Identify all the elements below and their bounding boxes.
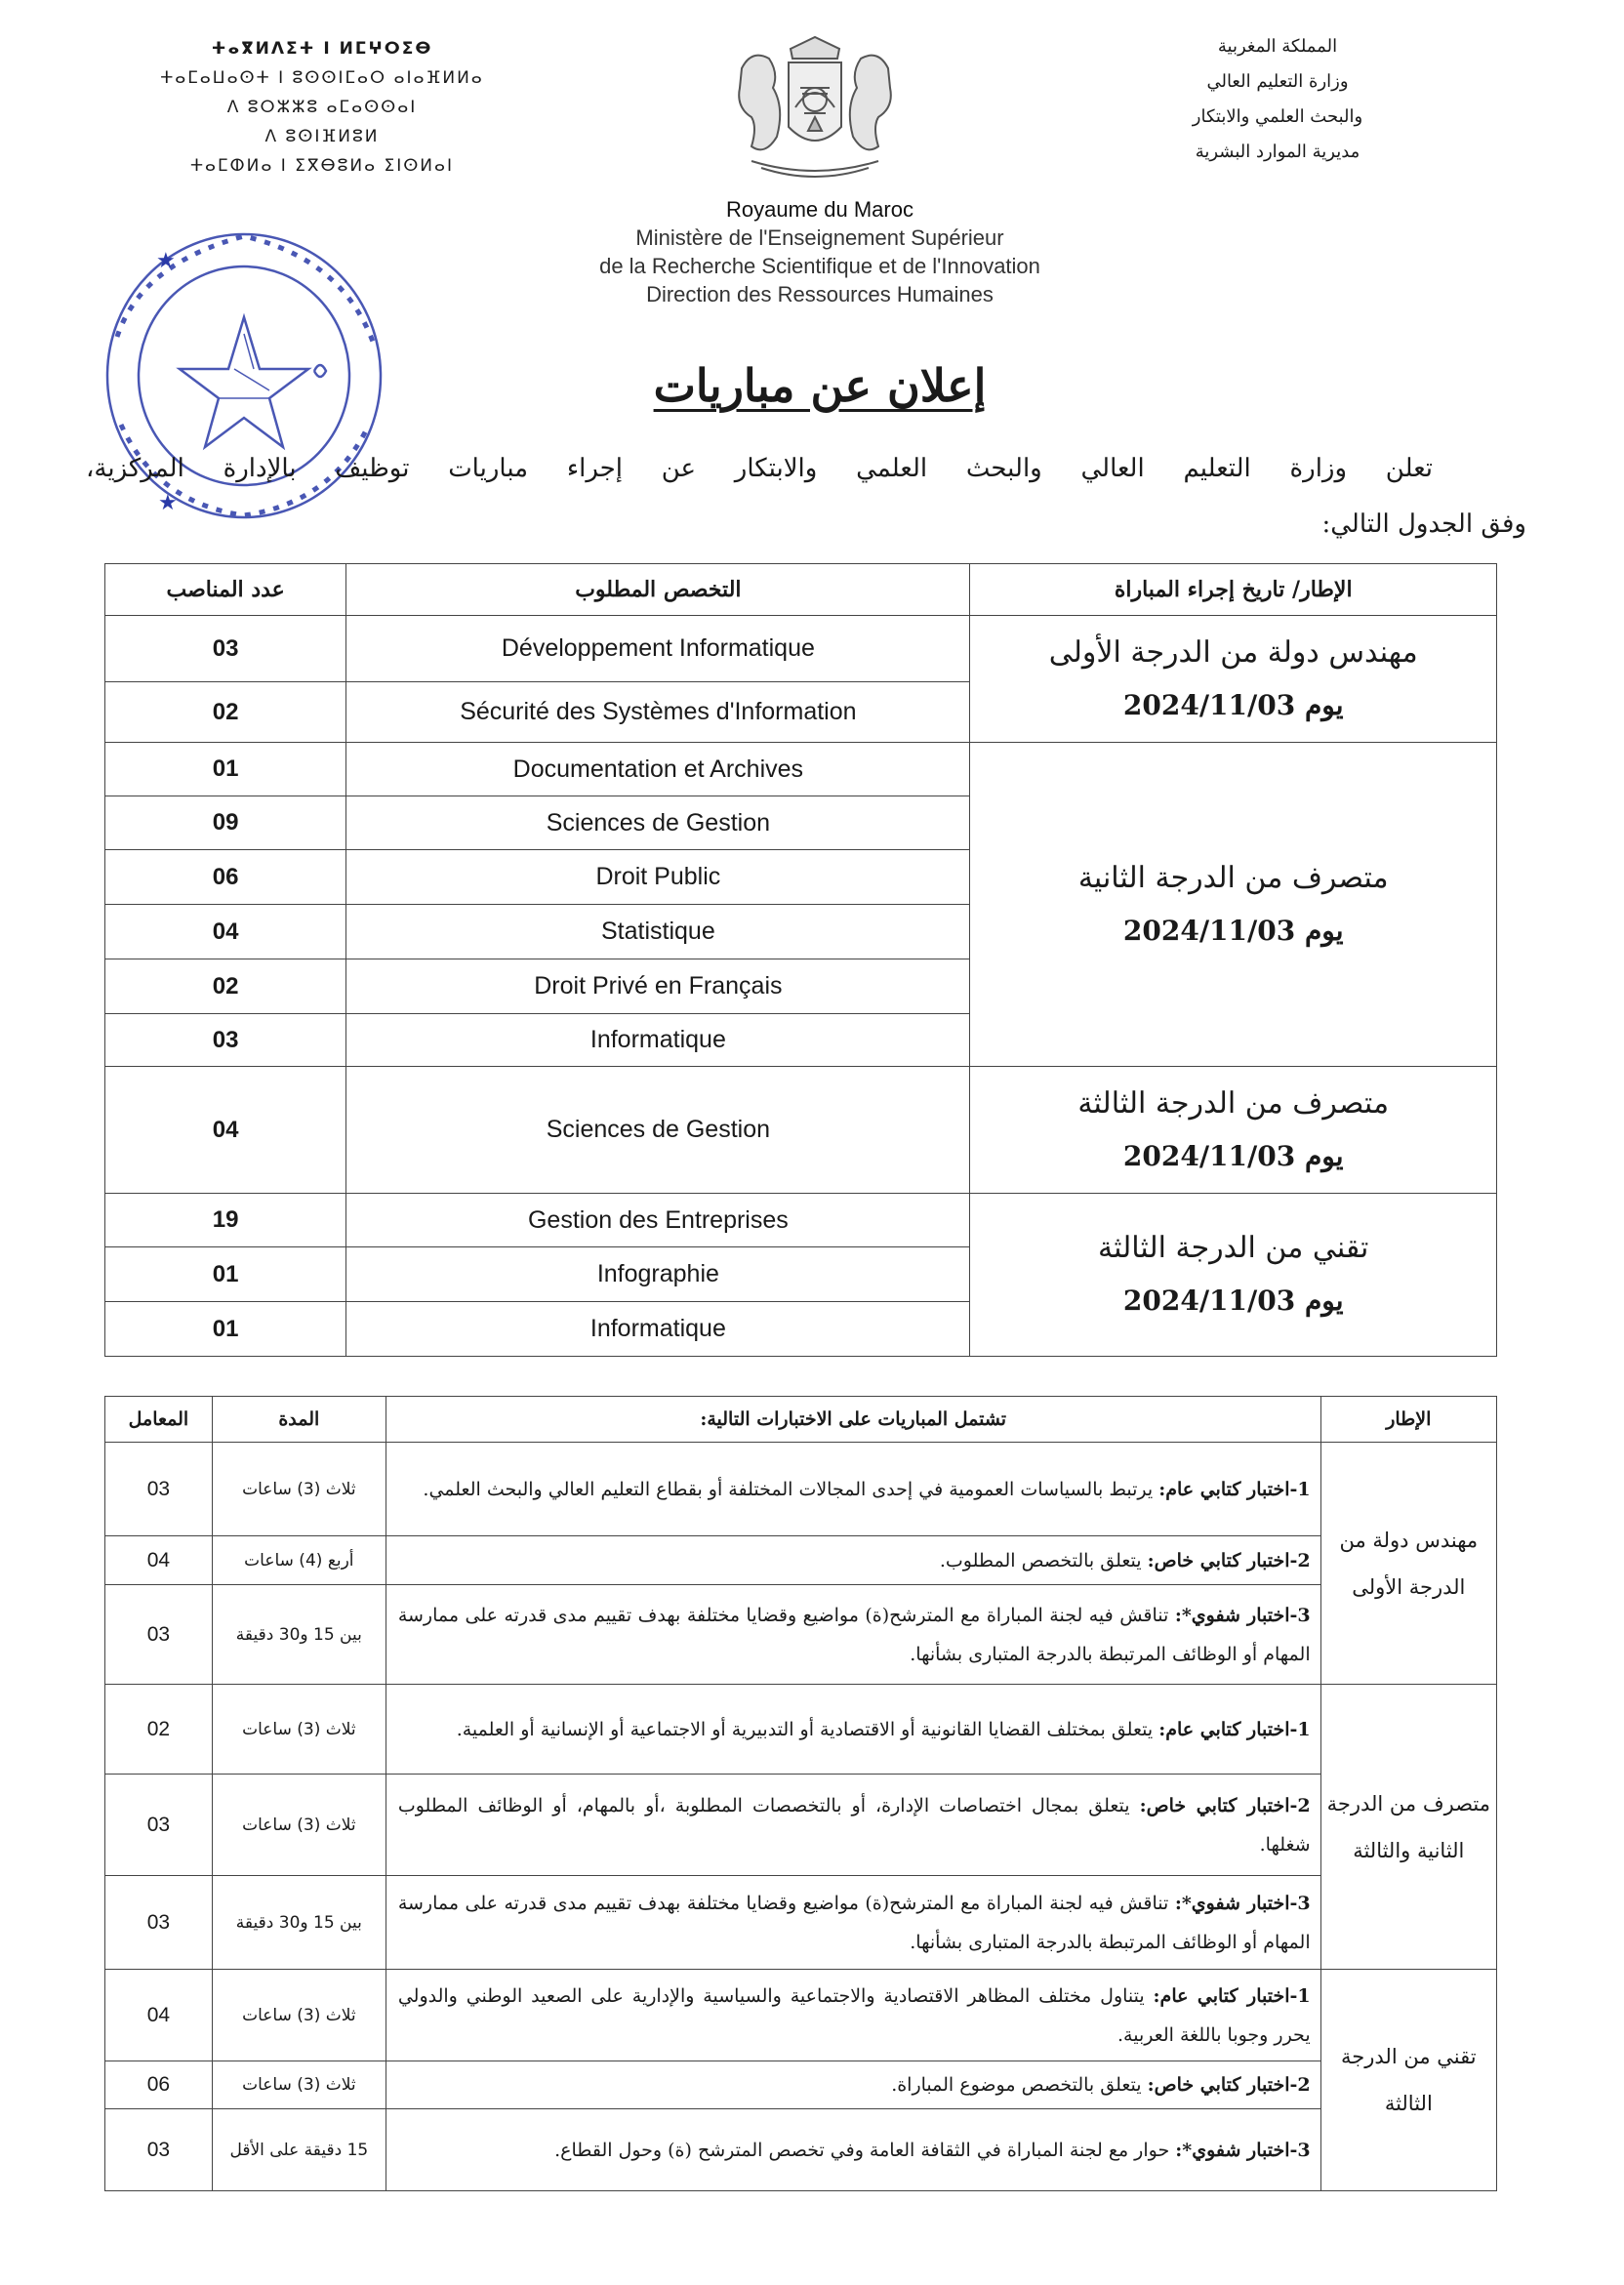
svg-text:★: ★ [158,491,178,515]
grade-name: تقني من الدرجة الثالثة [1098,1231,1369,1265]
test-text: حوار مع لجنة المباراة في الثقافة العامة وفي تخصص المترشح (ة) وحول القطاع. [554,2139,1176,2161]
col-header-grade: الإطار [1320,1397,1496,1443]
coefficient-cell: 02 [105,1685,213,1775]
french-header-line: Ministère de l'Enseignement Supérieur [635,225,1004,250]
count-cell: 03 [105,1014,346,1067]
tests-table [104,1396,1497,2191]
coefficient-cell: 04 [105,1536,213,1585]
coefficient-cell: 06 [105,2061,213,2109]
col-header-count: عدد المناصب [105,564,346,616]
count-cell: 04 [105,905,346,959]
col-header-duration: المدة [212,1397,386,1443]
specialty-cell: Documentation et Archives [346,743,970,796]
table-row [105,1536,1497,1585]
intro-paragraph: تعلن وزارة التعليم العالي والبحث العلمي والابتكار عن إجراء مباريات توظيف بالإدارة المركزية، [86,454,1433,483]
count-cell: 01 [105,743,346,796]
test-text: يرتبط بالسياسات العمومية في إحدى المجالات المختلفة أو بقطاع التعليم العالي والبحث العلمي. [423,1478,1159,1500]
test-description-cell [386,1685,1320,1775]
arabic-header-line: وزارة التعليم العالي [1206,71,1349,92]
grade-date-cell [970,743,1497,1067]
arabic-header-line: مديرية الموارد البشرية [1195,142,1360,162]
specialty-cell: Informatique [346,1302,970,1357]
test-description-cell [386,2061,1320,2109]
table-row [105,2061,1497,2109]
duration-cell: بين 15 و30 دقيقة [212,1876,386,1970]
count-cell: 03 [105,616,346,682]
count-cell: 01 [105,1302,346,1357]
table-row [105,1194,1497,1247]
test-text: تناقش فيه لجنة المباراة مع المترشح(ة) مواضيع وقضايا مختلفة بهدف تقييم مدى قدرته على ممارسة المهام أو الوظائف المرتبطة بالدرجة المتبارى بشأنها. [397,1892,1311,1953]
tifinagh-header [146,34,498,181]
table-row [105,2109,1497,2191]
french-header-line: de la Recherche Scientifique et de l'Innovation [599,254,1040,278]
test-description-cell [386,1970,1320,2061]
french-header-line: Direction des Ressources Humaines [646,282,994,306]
test-text: يتعلق بالتخصص موضوع المباراة. [891,2074,1148,2096]
test-description-cell [386,1876,1320,1970]
coefficient-cell: 03 [105,2109,213,2191]
specialty-cell: Sécurité des Systèmes d'Information [346,682,970,743]
intro-paragraph-continuation: وفق الجدول التالي: [1321,510,1526,539]
table-row [105,1685,1497,1775]
table-row [105,1585,1497,1685]
specialty-cell: Informatique [346,1014,970,1067]
specialty-cell: Statistique [346,905,970,959]
coefficient-cell: 04 [105,1970,213,2061]
specialty-cell: Droit Privé en Français [346,959,970,1014]
test-label: 2-اختبار كتابي خاص: [1147,2074,1311,2096]
tifinagh-header-line: ⴷ ⵓⵙⵏⴼⵍⵓⵍ [264,127,380,146]
test-label: 1-اختبار كتابي عام: [1158,1478,1311,1500]
duration-cell: ثلاث (3) ساعات [212,2061,386,2109]
duration-cell: بين 15 و30 دقيقة [212,1585,386,1685]
grade-name: مهندس دولة من الدرجة الأولى [1048,634,1418,670]
test-description-cell [386,1775,1320,1876]
exam-date: يوم 2024/11/03 [1122,1139,1344,1172]
test-label: 3-اختبار شفوي*: [1174,1604,1311,1626]
specialty-cell: Sciences de Gestion [346,796,970,850]
specialty-cell: Gestion des Entreprises [346,1194,970,1247]
count-cell: 19 [105,1194,346,1247]
table-header-row [105,1397,1497,1443]
table-header-row [105,564,1497,616]
count-cell: 04 [105,1067,346,1194]
tifinagh-header-line: ⵜⴰⵎⵀⵍⴰ ⵏ ⵉⴳⴱⵓⵍⴰ ⵉⵏⵙⵍⴰⵏ [189,156,455,176]
grade-date-cell [970,1067,1497,1194]
grade-name: متصرف من الدرجة الثالثة [1077,1085,1390,1121]
coat-of-arms-emblem [722,29,908,185]
col-header-specialty: التخصص المطلوب [346,564,970,616]
duration-cell: 15 دقيقة على الأقل [212,2109,386,2191]
announcement-title: إعلان عن مباريات [653,359,987,412]
table-row [105,743,1497,796]
duration-cell: ثلاث (3) ساعات [212,1443,386,1536]
test-text: يتناول مختلف المظاهر الاقتصادية والاجتماعية والسياسية والإدارية على الصعيد الوطني والدولي يحرر وجوبا باللغة العربية. [397,1984,1311,2046]
table-row [105,1067,1497,1194]
duration-cell: ثلاث (3) ساعات [212,1970,386,2061]
specialty-cell: Droit Public [346,850,970,905]
french-header [527,195,1113,308]
test-description-cell [386,1443,1320,1536]
test-text: تناقش فيه لجنة المباراة مع المترشح(ة) مواضيع وقضايا مختلفة بهدف تقييم مدى قدرته على ممارسة المهام أو الوظائف المرتبطة بالدرجة المتبارى بشأنها. [397,1604,1311,1665]
grade-cell: تقني من الدرجة الثالثة [1320,1970,1496,2191]
count-cell: 02 [105,959,346,1014]
count-cell: 02 [105,682,346,743]
count-cell: 01 [105,1247,346,1302]
grade-cell: مهندس دولة من الدرجة الأولى [1320,1443,1496,1685]
table-row [105,1443,1497,1536]
table-row [105,616,1497,682]
test-text: يتعلق بمختلف القضايا القانونية أو الاقتصادية أو التدبيرية أو الاجتماعية أو الإنسانية أو العلمية. [456,1718,1159,1740]
coefficient-cell: 03 [105,1585,213,1685]
svg-text:★: ★ [156,249,176,273]
grade-date-cell [970,616,1497,743]
test-description-cell [386,2109,1320,2191]
arabic-header-line: والبحث العلمي والابتكار [1192,106,1363,127]
coefficient-cell: 03 [105,1876,213,1970]
grade-cell: متصرف من الدرجة الثانية والثالثة [1320,1685,1496,1970]
grade-date-cell [970,1194,1497,1357]
col-header-tests: تشتمل المباريات على الاختبارات التالية: [386,1397,1320,1443]
test-label: 1-اختبار كتابي عام: [1153,1984,1311,2007]
positions-table [104,563,1497,1357]
test-label: 3-اختبار شفوي*: [1175,2139,1311,2161]
test-label: 3-اختبار شفوي*: [1174,1892,1311,1914]
specialty-cell: Sciences de Gestion [346,1067,970,1194]
table-row [105,1775,1497,1876]
duration-cell: ثلاث (3) ساعات [212,1685,386,1775]
coefficient-cell: 03 [105,1443,213,1536]
test-label: 2-اختبار كتابي خاص: [1147,1549,1311,1571]
coefficient-cell: 03 [105,1775,213,1876]
french-header-line: Royaume du Maroc [726,197,914,222]
arabic-header [1151,29,1404,170]
duration-cell: أربع (4) ساعات [212,1536,386,1585]
test-description-cell [386,1585,1320,1685]
specialty-cell: Infographie [346,1247,970,1302]
col-header-grade-date: الإطار/ تاريخ إجراء المباراة [970,564,1497,616]
exam-date: يوم 2024/11/03 [1122,914,1344,947]
col-header-coefficient: المعامل [105,1397,213,1443]
test-label: 2-اختبار كتابي خاص: [1139,1794,1311,1816]
duration-cell: ثلاث (3) ساعات [212,1775,386,1876]
count-cell: 06 [105,850,346,905]
tifinagh-header-line: ⴷ ⵓⵔⵣⵣⵓ ⴰⵎⴰⵙⵙⴰⵏ [226,98,418,117]
specialty-cell: Développement Informatique [346,616,970,682]
tifinagh-header-line: ⵜⴰⵎⴰⵡⴰⵙⵜ ⵏ ⵓⵙⵙⵏⵎⴰⵔ ⴰⵏⴰⴼⵍⵍⴰ [160,68,484,88]
arabic-header-line: المملكة المغربية [1217,36,1338,57]
test-label: 1-اختبار كتابي عام: [1158,1718,1311,1740]
exam-date: يوم 2024/11/03 [1122,1285,1344,1317]
grade-name: متصرف من الدرجة الثانية [1077,860,1389,895]
table-row [105,1970,1497,2061]
exam-date: يوم 2024/11/03 [1122,688,1344,721]
tifinagh-header-line: ⵜⴰⴳⵍⴷⵉⵜ ⵏ ⵍⵎⵖⵔⵉⴱ [211,39,433,59]
test-text: يتعلق بمجال اختصاصات الإدارة، أو بالتخصصات المطلوبة ،أو بالمهام، أو الوظائف المطلوب شغلها. [397,1794,1311,1856]
table-row [105,1876,1497,1970]
test-text: يتعلق بالتخصص المطلوب. [939,1549,1148,1571]
count-cell: 09 [105,796,346,850]
test-description-cell [386,1536,1320,1585]
